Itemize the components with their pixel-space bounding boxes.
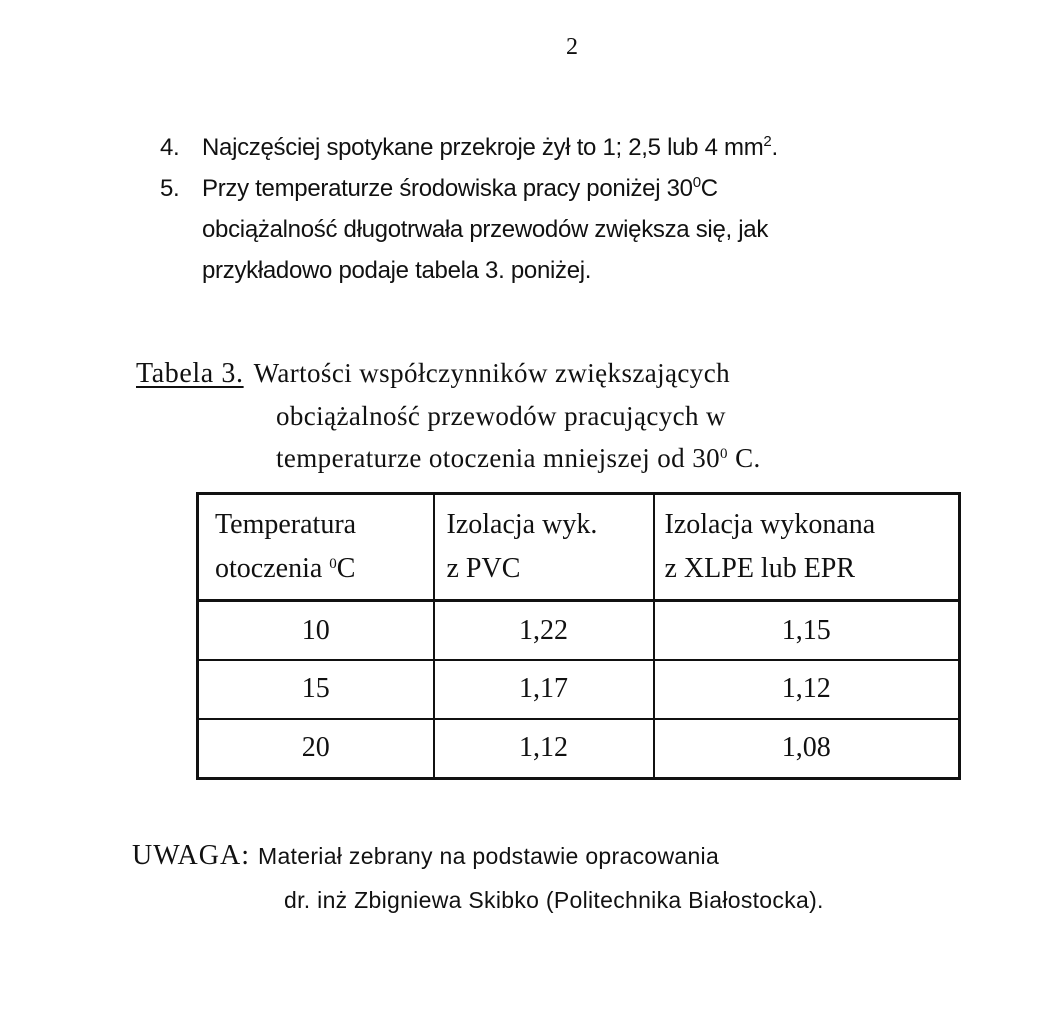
table-cell: 1,17 xyxy=(434,660,654,719)
table-row xyxy=(198,601,960,661)
note-label: UWAGA: xyxy=(132,840,250,871)
superscript: 2 xyxy=(763,133,772,150)
superscript: 0 xyxy=(720,446,728,462)
list-item-line: obciążalność długotrwała przewodów zwiększa się, jak xyxy=(202,216,769,243)
table-cell: 20 xyxy=(198,719,434,779)
table-row xyxy=(198,719,960,779)
table-cell: 1,22 xyxy=(434,601,654,661)
list-item-text xyxy=(202,127,960,168)
list-item-number: 5. xyxy=(160,175,180,202)
table-cell: 10 xyxy=(198,601,434,661)
caption-line: temperaturze otoczenia mniejszej od $30^0$ C. xyxy=(276,443,761,473)
list-item-5 xyxy=(160,168,960,291)
table-cell: 1,12 xyxy=(434,719,654,779)
header-xlpe-epr: Izolacja wykonana z XLPE lub EPR xyxy=(654,494,960,601)
table-row xyxy=(198,660,960,719)
list-item-line: przykładowo podaje tabela 3. poniżej. xyxy=(202,257,592,284)
table-cell: 1,08 xyxy=(654,719,960,779)
caption-line: obciążalność przewodów pracujących w xyxy=(276,401,726,431)
caption-line: Tabela 3. Wartości współczynników zwiększających xyxy=(136,352,956,395)
note-block xyxy=(132,834,992,922)
table-caption xyxy=(136,352,956,479)
list-item-line: Najczęściej spotykane przekroje żył to 1; 2,5 lub 4 $mm^2$. xyxy=(202,133,778,161)
list-item-4 xyxy=(160,127,960,168)
caption-label: Tabela 3. xyxy=(136,358,244,389)
numbered-list xyxy=(160,127,960,291)
note-line: UWAGA: Materiał zebrany na podstawie opracowania xyxy=(132,840,720,871)
note-line: dr. inż Zbigniewa Skibko (Politechnika Białostocka). xyxy=(284,887,824,913)
list-item-number: 4. xyxy=(160,134,180,161)
table-header-row xyxy=(198,494,960,601)
list-item-line: Przy temperaturze środowiska pracy poniżej $30^0C$ xyxy=(202,174,718,202)
superscript: 0 xyxy=(692,174,701,191)
table-cell: 1,12 xyxy=(654,660,960,719)
coefficients-table xyxy=(196,492,961,780)
page-number: 2 xyxy=(566,34,578,60)
header-pvc: Izolacja wyk. z PVC xyxy=(434,494,654,601)
superscript: 0 xyxy=(329,556,337,572)
table-cell: 1,15 xyxy=(654,601,960,661)
list-item-text xyxy=(202,168,960,291)
table-cell: 15 xyxy=(198,660,434,719)
header-temperature: Temperatura otoczenia $^0$C xyxy=(198,494,434,601)
